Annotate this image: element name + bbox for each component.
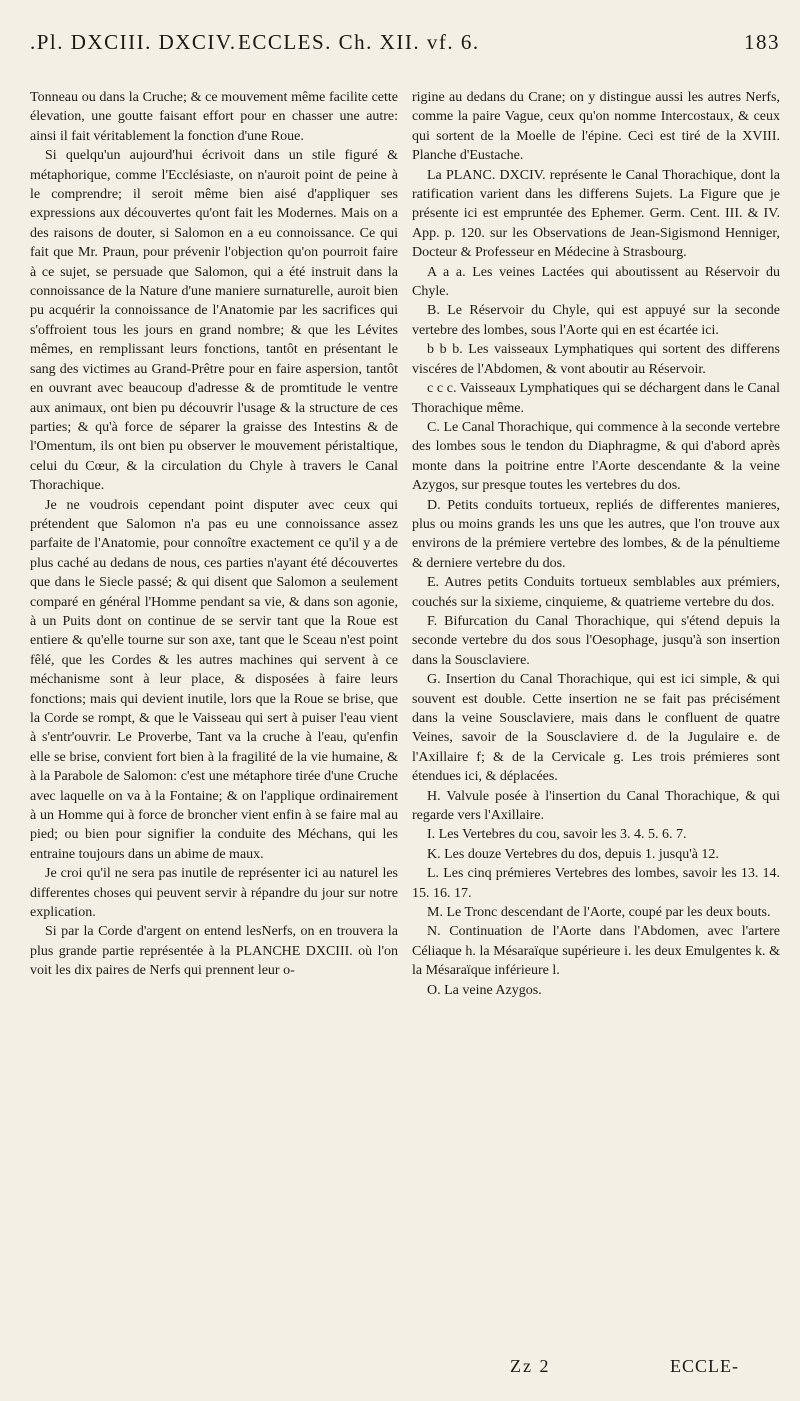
paragraph: Si par la Corde d'argent on entend lesNerfs, on en trouvera la plus grande partie représentée à la PLANCHE DXCIII. où l'on voit les dix paires de Nerfs qui prennent leur o- (30, 924, 398, 979)
catchword: ECCLE- (670, 1356, 739, 1376)
legend-entry: I. Les Vertebres du cou, savoir les 3. 4. 5. 6. 7. (427, 827, 687, 843)
header-plate-numbers: .Pl. DXCIII. DXCIV. (30, 30, 237, 54)
page-footer (30, 1356, 780, 1386)
legend-entry: D. Petits conduits tortueux, repliés de differentes manieres, plus ou moins grands les uns que les autres, que l'on trouve aux environs de la prémiere vertebre des lombes, & de la pénultieme & derniere vertebre du dos. (412, 497, 780, 571)
legend-entry: M. Le Tronc descendant de l'Aorte, coupé par les deux bouts. (427, 905, 771, 921)
header-chapter-reference: ECCLES. Ch. XII. vf. 6. (238, 30, 480, 54)
paragraph: Tonneau ou dans la Cruche; & ce mouvement même facilite cette élevation, une goutte faisant effort pour en chasser une autre: ainsi il fait véritablement la fonction d'une Roue. (30, 90, 398, 144)
running-header (30, 20, 780, 70)
page-number: 183 (744, 30, 780, 54)
paragraph: Je croi qu'il ne sera pas inutile de représenter ici au naturel les differentes choses qui peuvent servir à répandre du jour sur notre explication. (30, 866, 398, 921)
legend-entry: G. Insertion du Canal Thorachique, qui est ici simple, & qui souvent est double. Cette insertion ne se fait pas précisément dans la veine Sousclaviere, mais dans le confluent de quatre Veines, savoir de la Sousclaviere d. de la Jugulaire e. de l'Axillaire f; & de la Cervicale g. Les trois prémieres sont étendues ici, & déplacées. (412, 672, 780, 785)
legend-entry: F. Bifurcation du Canal Thorachique, qui s'étend depuis la seconde vertebre du dos sous l'Oesophage, jusqu'à son insertion dans la Sousclaviere. (412, 613, 780, 668)
paragraph: La PLANC. DXCIV. représente le Canal Thorachique, dont la ratification varient dans les differens Sujets. La Figure que je présente ici est empruntée des Ephemer. Germ. Cent. III. & IV. App. p. 120. sur les Observations de Jean-Sigismond Henniger, Docteur & Professeur en Médecine à Strasbourg. (412, 167, 780, 261)
legend-entry: N. Continuation de l'Aorte dans l'Abdomen, avec l'artere Céliaque h. la Mésaraïque supérieure i. les deux Emulgentes k. & la Mésaraïque inférieure l. (412, 924, 780, 979)
legend-entry: c c c. Vaisseaux Lymphatiques qui se déchargent dans le Canal Thorachique même. (412, 381, 780, 416)
legend-entry: O. La veine Azygos. (427, 982, 542, 998)
paragraph: Si quelqu'un aujourd'hui écrivoit dans un stile figuré & métaphorique, comme l'Ecclésiaste, on n'auroit point de peine à le comprendre; il seroit même bien aisé d'appliquer ses expressions aux découvertes qu'ont fait les Modernes. Mais on a des raisons de douter, si Salomon en a eu connoissance. Ce qui fait que Mr. Praun, pour prévenir l'objection qu'on pourroit faire à ce sujet, se persuade que Salomon, qui a été instruit dans la connoissance de la Nature d'une maniere surnaturelle, auroit bien pu acquérir la connoissance de l'Anatomie par les sacrifices qui s'offroient tous les jours en grand nombre; & que les Lévites mêmes, en remplissant leurs fonctions, tantôt en présentant le sang des victimes au Grand-Prêtre pour en faire aspersion, tantôt en ouvrant avec beaucoup d'adresse & de promtitude le ventre aux animaux, ont bien pu découvrir l'usage & la structure de ces parties; & qu'à force de séparer la graisse des Intestins & de l'Omentum, ils ont bien pu observer le mouvement péristaltique, celui du Cœur, & la circulation du Chyle à travers le Canal Thorachique. (30, 148, 398, 494)
legend-entry: K. Les douze Vertebres du dos, depuis 1. jusqu'à 12. (427, 846, 719, 862)
right-text-column (412, 88, 780, 1000)
left-text-column (30, 88, 398, 981)
signature-mark: Zz 2 (510, 1356, 551, 1376)
legend-entry: H. Valvule posée à l'insertion du Canal Thorachique, & qui regarde vers l'Axillaire. (412, 788, 780, 824)
legend-entry: L. Les cinq prémieres Vertebres des lombes, savoir les 13. 14. 15. 16. 17. (412, 866, 780, 901)
legend-entry: E. Autres petits Conduits tortueux semblables aux prémiers, couchés sur la sixieme, cinquieme, & quatrieme vertebre du dos. (412, 575, 780, 610)
legend-entry: B. Le Réservoir du Chyle, qui est appuyé sur la seconde vertebre des lombes, sous l'Aorte qui en est écartée ici. (412, 303, 780, 338)
legend-entry: A a a. Les veines Lactées qui aboutissent au Réservoir du Chyle. (412, 264, 780, 300)
legend-entry: C. Le Canal Thorachique, qui commence à la seconde vertebre des lombes sous le tendon du Diaphragme, & qui d'abord après monte dans la poitrine entre l'Aorte descendante & la veine Azygos, sur presque toutes les vertebres du dos. (412, 419, 780, 494)
paragraph: Je ne voudrois cependant point disputer avec ceux qui prétendent que Salomon n'a pas eu une connoissance assez parfaite de l'Anatomie, pour connoître exactement ce qu'il y a de plus caché au dedans de nous, ces parties n'ayant été découvertes que dans le Siecle passé; & qui disent que Salomon a seulement comparé en général l'Homme pendant sa vie, & dans son agonie, à un Puits dont on continue de se servir tant que la Roue est entiere & qu'elle tourne sur son axe, tant que le Sceau n'est point fêlé, que les Cordes & les autres machines qui servent à ce méchanisme sont à leur place, & disposées à faire leurs fonctions; mais qui devient inutile, lors que la Roue se brise, que la Corde se rompt, & que le Vaisseau qui sert à puiser l'eau vient à s'entr'ouvrir. Le Proverbe, Tant va la cruche à l'eau, qu'enfin elle se brise, convient fort bien à la fragilité de la vie humaine, & à la Parabole de Salomon: c'est une métaphore tirée d'une Cruche avec laquelle on va à la Fontaine; & on l'applique ordinairement à un Homme qui à force de broncher vient enfin à se faire mal au pied; ou bien pour signifier la conduite des Méchans, qui les entraine toujours dans un abime de maux. (30, 497, 398, 862)
paragraph: rigine au dedans du Crane; on y distingue aussi les autres Nerfs, comme la paire Vague, ceux qu'on nomme Intercostaux, & ceux qui sortent de la Moelle de l'épine. Ceci est tiré de la XVIII. Planche d'Eustache. (412, 90, 780, 164)
legend-entry: b b b. Les vaisseaux Lymphatiques qui sortent des differens viscéres de l'Abdomen, & vont aboutir au Réservoir. (412, 342, 780, 377)
